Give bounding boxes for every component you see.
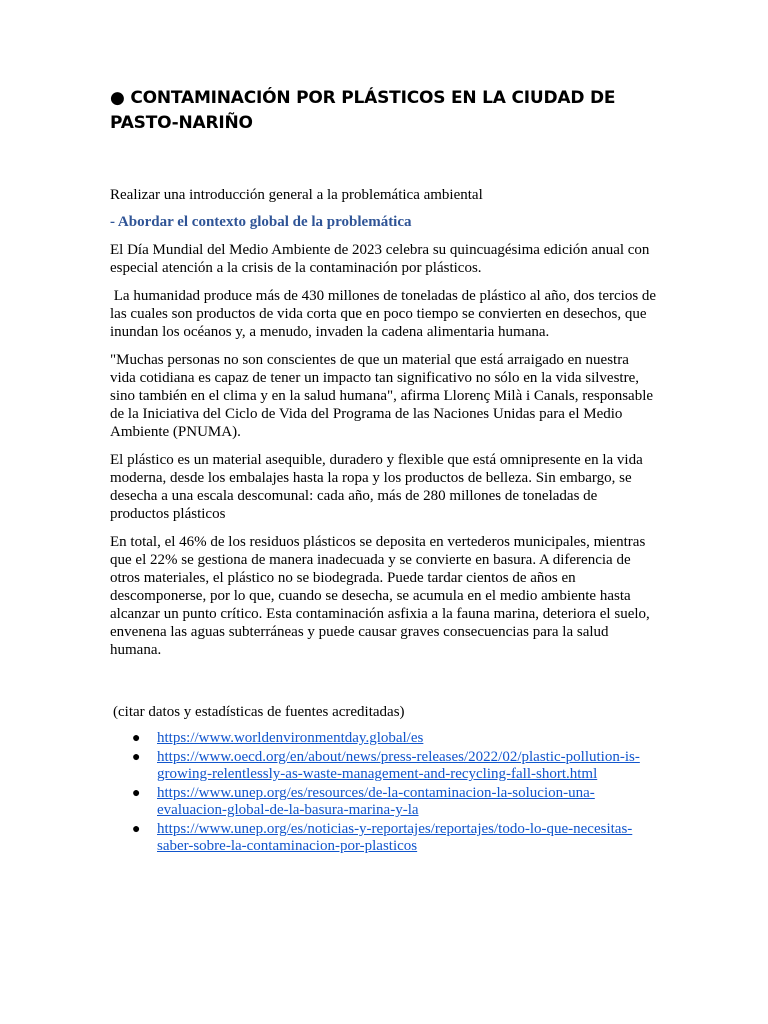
source-link-unep-news[interactable]: https://www.unep.org/es/noticias-y-reportajes/reportajes/todo-lo-que-necesitas-saber-sobre-la-contaminacion-por-plasticos	[157, 821, 633, 854]
source-link-worldenvironmentday[interactable]: https://www.worldenvironmentday.global/es	[157, 730, 424, 746]
bullet-icon: ●	[132, 822, 141, 837]
source-link-oecd[interactable]: https://www.oecd.org/en/about/news/press-releases/2022/02/plastic-pollution-is-growing-relentlessly-as-waste-management-and-recycling-fall-short.html	[157, 749, 640, 782]
source-link-unep-resources[interactable]: https://www.unep.org/es/resources/de-la-contaminacion-la-solucion-una-evaluacion-global-de-la-basura-marina-y-la	[157, 785, 595, 818]
list-item	[110, 785, 658, 819]
list-item	[110, 749, 658, 783]
intro-text: Realizar una introducción general a la problemática ambiental	[110, 187, 483, 203]
subheading: - Abordar el contexto global de la problemática	[110, 214, 412, 230]
document-page	[110, 86, 658, 857]
source-links-list	[110, 730, 658, 855]
paragraph-plastic-material: El plástico es un material asequible, duradero y flexible que está omnipresente en la vida moderna, desde los embalajes hasta la ropa y los productos de belleza. Sin embargo, se desecha a una escala descomunal: cada año, más de 280 millones de toneladas de productos plásticos	[110, 452, 643, 522]
bullet-icon: ●	[132, 731, 141, 746]
paragraph-quote: "Muchas personas no son conscientes de que un material que está arraigado en nuestra vida cotidiana es capaz de tener un impacto tan significativo no sólo en la vida silvestre, sino también en el clima y en la salud humana", afirma Llorenç Milà i Canals, responsable de la Iniciativa del Ciclo de Vida del Programa de las Naciones Unidas para el Medio Ambiente (PNUMA).	[110, 352, 654, 440]
list-item	[110, 821, 658, 855]
bullet-icon: ●	[132, 750, 141, 765]
cite-note: (citar datos y estadísticas de fuentes acreditadas)	[113, 704, 405, 720]
paragraph-plastic-production: La humanidad produce más de 430 millones de toneladas de plástico al año, dos tercios de las cuales son productos de vida corta que en poco tiempo se convierten en desechos, que inundan los océanos y, a menudo, invaden la cadena alimentaria humana.	[110, 288, 657, 340]
bullet-icon: ●	[132, 786, 141, 801]
paragraph-waste-statistics: En total, el 46% de los residuos plásticos se deposita en vertederos municipales, mientras que el 22% se gestiona de manera inadecuada y se convierte en basura. A diferencia de otros materiales, el plástico no se biodegrada. Puede tardar cientos de años en descomponerse, por lo que, cuando se desecha, se acumula en el medio ambiente hasta alcanzar un punto crítico. Esta contaminación asfixia a la fauna marina, deteriora el suelo, envenena las aguas subterráneas y puede causar graves consecuencias para la salud humana.	[110, 534, 650, 658]
list-item	[110, 730, 658, 747]
document-title: ● CONTAMINACIÓN POR PLÁSTICOS EN LA CIUDAD DE PASTO-NARIÑO	[110, 88, 616, 133]
paragraph-world-environment-day: El Día Mundial del Medio Ambiente de 2023 celebra su quincuagésima edición anual con especial atención a la crisis de la contaminación por plásticos.	[110, 242, 650, 276]
